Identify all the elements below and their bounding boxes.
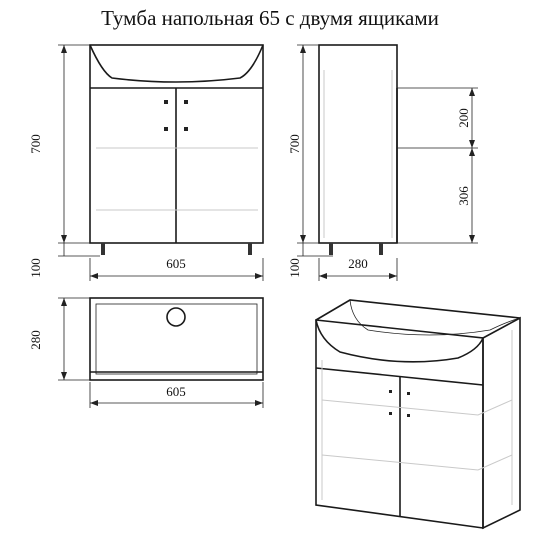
leg <box>379 243 383 255</box>
top-inner-outline <box>96 304 257 374</box>
side-leg-label: 100 <box>287 258 302 278</box>
top-depth-label: 280 <box>28 330 43 350</box>
perspective-view <box>316 300 520 528</box>
leg <box>101 243 105 255</box>
side-lower-label: 306 <box>456 186 471 206</box>
handle-icon <box>184 127 188 131</box>
front-height-label: 700 <box>28 134 43 154</box>
side-height-label: 700 <box>287 134 302 154</box>
front-view <box>28 45 263 281</box>
handle-icon <box>389 412 392 415</box>
handle-icon <box>407 414 410 417</box>
front-width-label: 605 <box>166 256 186 271</box>
drawing-title: Тумба напольная 65 с двумя ящиками <box>101 6 439 30</box>
perspective-side-face <box>483 318 520 528</box>
handle-icon <box>184 100 188 104</box>
top-width-label: 605 <box>166 384 186 399</box>
top-cabinet-outline <box>90 298 263 380</box>
side-upper-label: 200 <box>456 108 471 128</box>
handle-icon <box>389 390 392 393</box>
front-basin-curve <box>90 45 263 82</box>
side-depth-label: 280 <box>348 256 368 271</box>
side-view <box>287 45 478 281</box>
top-view <box>28 298 263 408</box>
leg <box>329 243 333 255</box>
handle-icon <box>407 392 410 395</box>
leg <box>248 243 252 255</box>
drain-hole <box>167 308 185 326</box>
handle-icon <box>164 127 168 131</box>
side-cabinet-outline <box>319 45 397 243</box>
handle-icon <box>164 100 168 104</box>
perspective-basin-curve <box>316 320 483 362</box>
front-leg-label: 100 <box>28 258 43 278</box>
